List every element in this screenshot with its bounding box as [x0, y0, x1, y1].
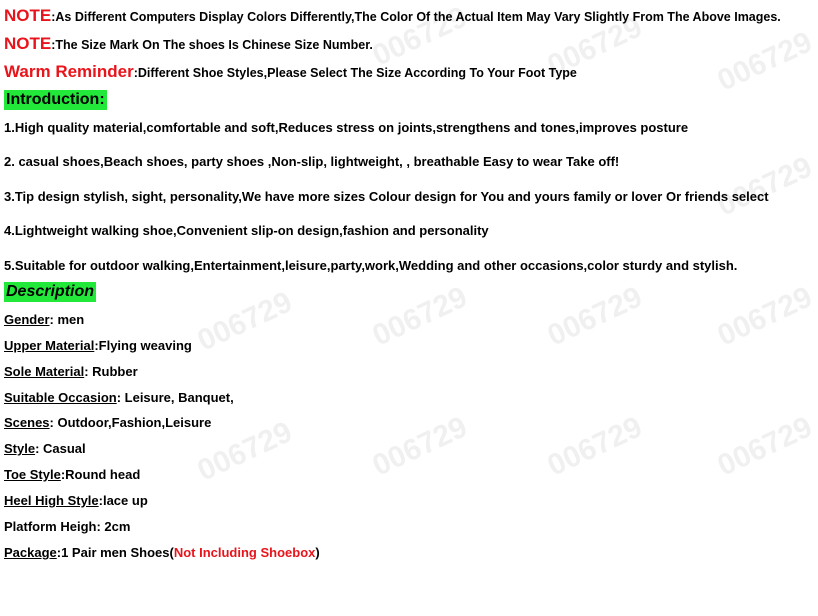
field-label: Toe Style	[4, 467, 61, 482]
field-label: Sole Material	[4, 364, 85, 379]
field-suitable-occasion	[4, 390, 234, 406]
field-label: Scenes	[4, 415, 50, 430]
field-value: : men	[49, 312, 85, 327]
watermark: 006729	[712, 150, 818, 223]
field-heel-high-style	[4, 493, 148, 509]
note-text: :As Different Computers Display Colors Differently,The Color Of the Actual Item May Vary Slightly From The Above Images.	[51, 10, 781, 24]
watermark: 006729	[712, 410, 818, 483]
package-note: Not Including Shoebox	[173, 545, 316, 560]
field-value: :lace up	[98, 493, 148, 508]
field-value: :Flying weaving	[94, 338, 192, 353]
description-heading: Description	[6, 283, 95, 300]
field-value: : Casual	[35, 441, 86, 456]
field-gender	[4, 312, 84, 328]
watermark: 006729	[367, 0, 473, 73]
field-sole-material	[4, 364, 138, 380]
watermark: 006729	[192, 285, 298, 358]
field-style	[4, 441, 86, 457]
field-platform-height: Platform Heigh: 2cm	[4, 519, 131, 534]
intro-item: 4.Lightweight walking shoe,Convenient slip-on design,fashion and personality	[4, 223, 489, 238]
intro-item: 3.Tip design stylish, sight, personality,We have more sizes Colour design for You and yours family or lover Or friends select	[4, 189, 769, 204]
warm-reminder-label: Warm Reminder	[4, 62, 134, 81]
field-value: : Rubber	[84, 364, 138, 379]
intro-item: 1.High quality material,comfortable and soft,Reduces stress on joints,strengthens and tones,improves posture	[4, 120, 689, 135]
field-label: Gender	[4, 312, 50, 327]
field-value: : Outdoor,Fashion,Leisure	[49, 415, 212, 430]
watermark: 006729	[542, 10, 648, 83]
note-label: NOTE	[4, 6, 52, 25]
field-package	[4, 545, 320, 561]
note-label: NOTE	[4, 34, 52, 53]
warm-reminder	[4, 64, 577, 81]
intro-item: 2. casual shoes,Beach shoes, party shoes ,Non-slip, lightweight, , breathable Easy to wear Take off!	[4, 154, 620, 169]
field-upper-material	[4, 338, 192, 354]
introduction-heading-row	[4, 90, 107, 110]
field-label: Heel High Style	[4, 493, 99, 508]
note-colors	[4, 8, 781, 25]
watermark: 006729	[367, 280, 473, 353]
field-label: Upper Material	[4, 338, 95, 353]
watermark: 006729	[712, 280, 818, 353]
warm-reminder-text: :Different Shoe Styles,Please Select The Size According To Your Foot Type	[133, 66, 577, 80]
field-label: Package	[4, 545, 57, 560]
package-close: )	[315, 545, 320, 560]
field-label: Style	[4, 441, 36, 456]
field-label: Suitable Occasion	[4, 390, 117, 405]
field-value: : Leisure, Banquet,	[116, 390, 234, 405]
watermark: 006729	[367, 410, 473, 483]
intro-item: 5.Suitable for outdoor walking,Entertainment,leisure,party,work,Wedding and other occasions,color sturdy and stylish.	[4, 258, 738, 273]
note-text: :The Size Mark On The shoes Is Chinese Size Number.	[51, 38, 373, 52]
introduction-heading: Introduction:	[6, 91, 105, 108]
description-heading-row	[4, 282, 96, 302]
field-value: :1 Pair men Shoes(	[56, 545, 174, 560]
field-toe-style	[4, 467, 140, 483]
watermark: 006729	[712, 25, 818, 98]
note-size	[4, 36, 373, 53]
field-scenes	[4, 415, 211, 431]
watermark: 006729	[542, 280, 648, 353]
field-value: :Round head	[60, 467, 141, 482]
watermark: 006729	[192, 415, 298, 488]
watermark: 006729	[542, 410, 648, 483]
